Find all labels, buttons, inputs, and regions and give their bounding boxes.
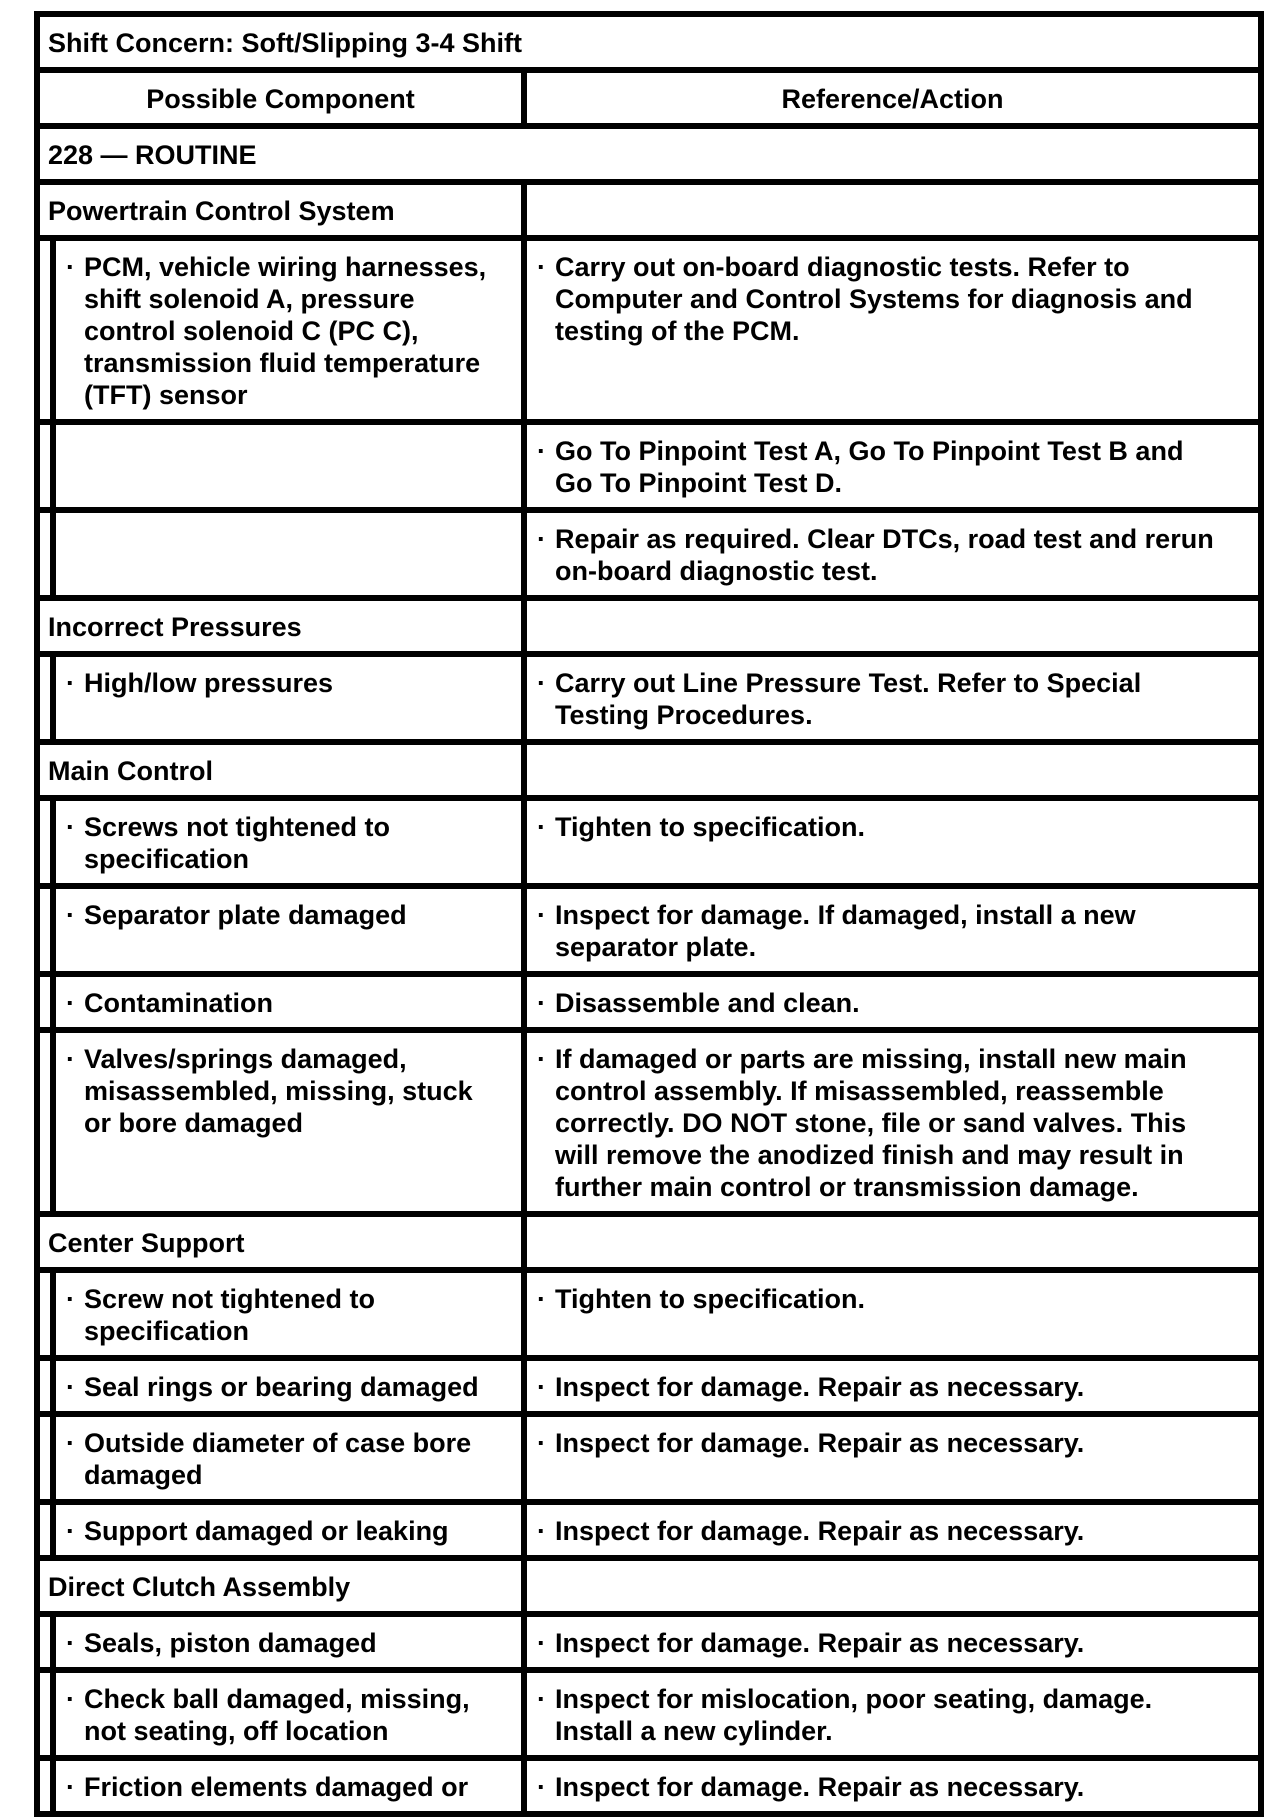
indent-bar bbox=[40, 1617, 56, 1667]
category-action-cell bbox=[524, 598, 1261, 654]
table-row bbox=[37, 1670, 1261, 1758]
component-cell bbox=[37, 510, 524, 598]
action-text: · If damaged or parts are missing, install new main control assembly. If misassembled, reassemble correctly. DO NOT stone, file or sand valves. This will remove the anodized finish and may result in further main control or transmission damage. bbox=[537, 1043, 1248, 1203]
action-cell bbox=[524, 1670, 1261, 1758]
title-row bbox=[37, 14, 1261, 70]
component-text: · Support damaged or leaking bbox=[66, 1515, 511, 1547]
component-text bbox=[66, 435, 511, 467]
table-row bbox=[37, 1758, 1261, 1814]
action-cell bbox=[524, 654, 1261, 742]
table-row bbox=[37, 654, 1261, 742]
action-cell bbox=[524, 1502, 1261, 1558]
action-text: · Inspect for damage. If damaged, install a new separator plate. bbox=[537, 899, 1248, 963]
category-row-center-support bbox=[37, 1214, 1261, 1270]
category-action-cell bbox=[524, 1214, 1261, 1270]
indent-bar bbox=[40, 1361, 56, 1411]
column-header-action: Reference/Action bbox=[524, 70, 1261, 126]
indent-bar bbox=[40, 1273, 56, 1355]
indent-bar bbox=[40, 1761, 56, 1811]
table-title: Shift Concern: Soft/Slipping 3-4 Shift bbox=[37, 14, 1261, 70]
action-text: · Inspect for damage. Repair as necessary. bbox=[537, 1427, 1248, 1459]
action-cell bbox=[524, 510, 1261, 598]
component-text: · Separator plate damaged bbox=[66, 899, 511, 931]
action-cell bbox=[524, 1358, 1261, 1414]
indent-bar bbox=[40, 241, 56, 419]
table-row bbox=[37, 1270, 1261, 1358]
category-row-incorrect-pressures bbox=[37, 598, 1261, 654]
category-row-direct-clutch-assembly bbox=[37, 1558, 1261, 1614]
component-cell bbox=[37, 238, 524, 422]
diagnostic-document bbox=[34, 11, 1258, 1817]
component-cell bbox=[37, 422, 524, 510]
indent-bar bbox=[40, 513, 56, 595]
component-cell bbox=[37, 1502, 524, 1558]
category-action-cell bbox=[524, 1558, 1261, 1614]
indent-bar bbox=[40, 1673, 56, 1755]
routine-label: 228 — ROUTINE bbox=[37, 126, 1261, 182]
indent-bar bbox=[40, 425, 56, 507]
action-cell bbox=[524, 1614, 1261, 1670]
component-text: · Check ball damaged, missing, not seating, off location bbox=[66, 1683, 511, 1747]
component-text: · Contamination bbox=[66, 987, 511, 1019]
action-text: · Go To Pinpoint Test A, Go To Pinpoint Test B and Go To Pinpoint Test D. bbox=[537, 435, 1248, 499]
action-cell bbox=[524, 1030, 1261, 1214]
component-cell bbox=[37, 1358, 524, 1414]
action-text: · Inspect for damage. Repair as necessary. bbox=[537, 1771, 1248, 1803]
action-text: · Carry out Line Pressure Test. Refer to Special Testing Procedures. bbox=[537, 667, 1248, 731]
indent-bar bbox=[40, 801, 56, 883]
action-text: · Inspect for damage. Repair as necessary. bbox=[537, 1627, 1248, 1659]
action-text: · Disassemble and clean. bbox=[537, 987, 1248, 1019]
component-text: · Screw not tightened to specification bbox=[66, 1283, 511, 1347]
table-row bbox=[37, 422, 1261, 510]
component-text: · High/low pressures bbox=[66, 667, 511, 699]
table-row bbox=[37, 1358, 1261, 1414]
action-cell bbox=[524, 238, 1261, 422]
category-label: Incorrect Pressures bbox=[37, 598, 524, 654]
component-cell bbox=[37, 1414, 524, 1502]
category-row-powertrain-control-system bbox=[37, 182, 1261, 238]
action-cell bbox=[524, 798, 1261, 886]
action-text: · Tighten to specification. bbox=[537, 811, 1248, 843]
component-cell bbox=[37, 1030, 524, 1214]
action-cell bbox=[524, 1270, 1261, 1358]
action-cell bbox=[524, 1758, 1261, 1814]
category-label: Main Control bbox=[37, 742, 524, 798]
indent-bar bbox=[40, 889, 56, 971]
component-cell bbox=[37, 1614, 524, 1670]
action-text: · Inspect for damage. Repair as necessary. bbox=[537, 1515, 1248, 1547]
shift-concern-table bbox=[34, 11, 1264, 1817]
category-row-main-control bbox=[37, 742, 1261, 798]
component-text bbox=[66, 523, 511, 555]
action-cell bbox=[524, 1414, 1261, 1502]
component-cell bbox=[37, 798, 524, 886]
column-header-component: Possible Component bbox=[37, 70, 524, 126]
component-cell bbox=[37, 886, 524, 974]
action-text: · Tighten to specification. bbox=[537, 1283, 1248, 1315]
component-text: · Screws not tightened to specification bbox=[66, 811, 511, 875]
category-label: Powertrain Control System bbox=[37, 182, 524, 238]
component-cell bbox=[37, 1270, 524, 1358]
component-text: · Valves/springs damaged, misassembled, missing, stuck or bore damaged bbox=[66, 1043, 511, 1139]
component-text: · PCM, vehicle wiring harnesses, shift solenoid A, pressure control solenoid C (PC C), transmission fluid temperature (TFT) sensor bbox=[66, 251, 511, 411]
table-row bbox=[37, 886, 1261, 974]
component-cell bbox=[37, 654, 524, 742]
component-text: · Seals, piston damaged bbox=[66, 1627, 511, 1659]
action-cell bbox=[524, 974, 1261, 1030]
table-row bbox=[37, 1030, 1261, 1214]
table-row bbox=[37, 1414, 1261, 1502]
component-cell bbox=[37, 1670, 524, 1758]
table-row bbox=[37, 1614, 1261, 1670]
indent-bar bbox=[40, 657, 56, 739]
category-action-cell bbox=[524, 742, 1261, 798]
table-row bbox=[37, 1502, 1261, 1558]
action-text: · Inspect for mislocation, poor seating, damage. Install a new cylinder. bbox=[537, 1683, 1248, 1747]
indent-bar bbox=[40, 977, 56, 1027]
indent-bar bbox=[40, 1417, 56, 1499]
action-cell bbox=[524, 422, 1261, 510]
component-cell bbox=[37, 974, 524, 1030]
category-action-cell bbox=[524, 182, 1261, 238]
component-text: · Outside diameter of case bore damaged bbox=[66, 1427, 511, 1491]
category-label: Center Support bbox=[37, 1214, 524, 1270]
header-row bbox=[37, 70, 1261, 126]
table-row bbox=[37, 510, 1261, 598]
component-text: · Seal rings or bearing damaged bbox=[66, 1371, 511, 1403]
routine-row bbox=[37, 126, 1261, 182]
component-text: · Friction elements damaged or bbox=[66, 1771, 511, 1803]
action-text: · Carry out on-board diagnostic tests. Refer to Computer and Control Systems for diagnosis and testing of the PCM. bbox=[537, 251, 1248, 347]
action-text: · Repair as required. Clear DTCs, road test and rerun on-board diagnostic test. bbox=[537, 523, 1248, 587]
action-text: · Inspect for damage. Repair as necessary. bbox=[537, 1371, 1248, 1403]
category-label: Direct Clutch Assembly bbox=[37, 1558, 524, 1614]
table-row bbox=[37, 974, 1261, 1030]
component-cell bbox=[37, 1758, 524, 1814]
action-cell bbox=[524, 886, 1261, 974]
table-row bbox=[37, 798, 1261, 886]
indent-bar bbox=[40, 1505, 56, 1555]
table-row bbox=[37, 238, 1261, 422]
indent-bar bbox=[40, 1033, 56, 1211]
